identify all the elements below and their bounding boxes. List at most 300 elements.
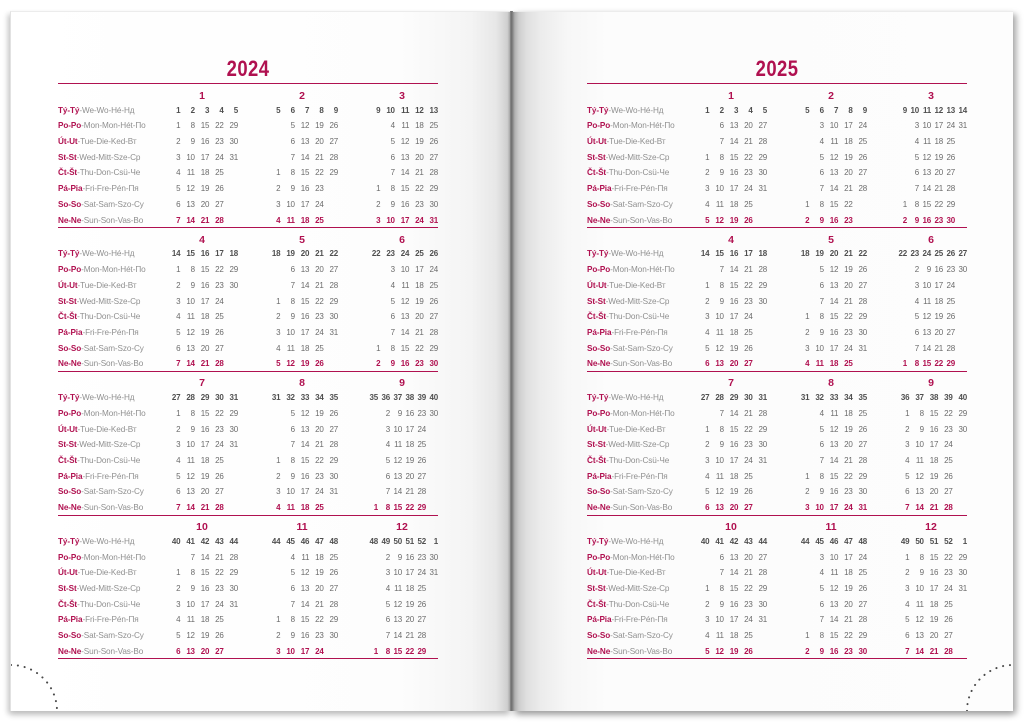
date-cell [895,281,907,290]
date-cell: 8 [819,199,824,209]
date-cell: 3 [819,121,824,131]
date-cell: 27 [858,599,868,609]
sunday-date-cell: 31 [858,503,868,513]
month-number: 3 [399,89,405,102]
date-cell [366,568,378,577]
sunday-date-cell: 7 [176,215,181,225]
date-cell: 18 [405,440,414,450]
date-cell: 5 [914,152,919,162]
date-cell: 4 [705,327,710,337]
date-cell [953,440,967,449]
month-1-week-zone [695,216,767,225]
month-12-week-zone [895,600,967,609]
sunday-date-cell: 5 [705,646,710,656]
day-label-cs-sk: Čt-Št [587,455,607,465]
day-label [58,537,166,546]
date-cell: 10 [286,487,295,497]
date-cell: 15 [200,568,210,578]
date-cell: 28 [758,408,768,418]
sunday-date-cell: 8 [385,646,390,656]
sunday-date-cell: 20 [200,646,210,656]
date-cell: 25 [858,568,868,578]
month-8-week-zone [795,456,867,465]
week-number-cell: 34 [315,393,324,403]
month-number-row [587,377,967,390]
date-cell [426,631,438,640]
month-3-week-zone [366,106,438,115]
day-label-intl: -Wed-Mitt-Sze-Ср [76,584,141,594]
date-cell: 25 [858,408,868,418]
day-label [58,393,166,402]
date-cell: 28 [858,184,868,194]
day-label-intl: -Sat-Sam-Szo-Су [610,343,673,353]
day-row [58,212,438,228]
day-label [587,265,695,274]
date-cell: 25 [858,137,868,147]
date-cell: 3 [705,455,710,465]
date-cell [224,615,238,624]
date-cell: 19 [929,615,939,625]
sunday-date-cell: 30 [858,646,868,656]
date-cell [426,615,438,624]
day-label-cs-sk: So-So [58,487,82,497]
day-label [587,312,695,321]
date-cell: 14 [400,327,410,337]
date-cell: 1 [276,455,281,465]
month-10-week-zone [166,631,238,640]
date-cell: 1 [902,199,907,209]
date-cell: 24 [744,312,753,322]
day-row [587,596,967,612]
week-number-cell: 5 [762,105,768,115]
date-cell: 4 [176,312,181,322]
day-label-cs-sk: Čt-Št [587,312,607,322]
date-cell [426,472,438,481]
week-number-cell: 9 [862,105,868,115]
month-1-week-zone [695,121,767,130]
date-cell: 25 [329,552,339,562]
quarter-block [58,228,438,372]
day-label-intl: -Thu-Don-Csü-Че [606,168,670,178]
month-number-row [58,89,438,102]
date-cell: 26 [215,184,224,194]
date-cell: 16 [405,408,414,418]
date-cell: 29 [229,121,239,131]
month-7-week-zone [166,425,238,434]
month-11-week-zone [266,584,338,593]
date-cell: 11 [715,631,724,641]
date-cell: 20 [934,327,943,337]
date-cell: 22 [315,168,324,178]
date-cell: 18 [934,296,943,306]
date-cell [955,168,967,177]
day-label [587,503,695,512]
day-label-intl: -Sun-Son-Vas-Во [610,359,673,369]
date-cell: 21 [844,615,853,625]
month-7-week-zone [695,425,767,434]
month-10-week-zone [695,553,767,562]
day-label [58,281,166,290]
date-cell [166,553,180,562]
week-number-cell: 31 [271,393,281,403]
week-number-cell: 8 [848,105,853,115]
date-cell: 11 [186,455,195,465]
day-label [587,297,695,306]
day-label-cs-sk: So-So [58,199,82,209]
week-number-cell: 27 [700,393,710,403]
day-label-cs-sk: Pá-Pia [58,184,83,194]
day-label-cs-sk: St-St [58,584,77,594]
day-label [58,456,166,465]
day-label [587,281,695,290]
week-number-cell: 5 [805,105,810,115]
date-cell: 27 [329,424,339,434]
date-cell: 13 [400,152,410,162]
date-cell: 19 [405,599,414,609]
month-1-week-zone [695,200,767,209]
month-number: 5 [299,233,305,246]
date-cell: 21 [744,137,753,147]
month-7-week-zone [695,487,767,496]
date-cell: 11 [915,455,924,465]
day-row [58,549,438,565]
week-number-cell: 13 [429,105,439,115]
date-cell: 26 [215,471,224,481]
day-row [587,500,967,516]
month-number: 10 [196,521,208,534]
month-6-week-zone [366,265,438,274]
date-cell: 7 [390,168,395,178]
day-row [58,484,438,500]
date-cell [695,265,709,274]
month-number: 1 [728,89,734,102]
date-cell: 4 [276,343,281,353]
month-9-week-zone [366,409,438,418]
month-12-week-zone [366,537,438,546]
day-label-cs-sk: Čt-Št [58,168,78,178]
date-cell: 5 [176,631,181,641]
day-label-intl: -Wed-Mitt-Sze-Ср [605,440,670,450]
date-cell: 20 [405,615,414,625]
month-3-week-zone [895,184,967,193]
sunday-date-cell: 14 [186,359,195,369]
date-cell: 5 [819,265,824,275]
date-cell: 23 [417,408,426,418]
date-cell: 25 [744,631,753,641]
date-cell: 17 [200,152,210,162]
date-cell: 16 [400,199,410,209]
date-cell: 4 [705,471,710,481]
date-cell: 26 [946,312,955,322]
quarter-block [58,372,438,516]
date-cell: 4 [176,455,181,465]
date-cell [266,425,280,434]
date-cell: 23 [315,312,324,322]
date-cell: 6 [385,615,390,625]
day-label [587,472,695,481]
date-cell: 28 [417,631,426,641]
day-label-cs-sk: Po-Po [58,265,82,275]
week-number-cell: 17 [215,249,224,259]
week-number-cell: 35 [329,393,339,403]
month-2-week-zone [795,216,867,225]
month-number: 3 [928,89,934,102]
date-cell: 29 [758,152,768,162]
date-cell: 28 [858,455,868,465]
date-cell: 2 [905,424,910,434]
day-label-cs-sk: St-St [587,296,606,306]
date-cell: 25 [417,584,426,594]
date-cell: 20 [315,424,324,434]
date-cell [895,121,907,130]
date-cell: 28 [758,265,768,275]
date-cell: 10 [922,121,931,131]
month-10-week-zone [166,553,238,562]
month-7-week-zone [166,440,238,449]
day-row [587,437,967,453]
date-cell: 16 [829,487,839,497]
date-cell: 20 [415,312,424,322]
sunday-date-cell: 27 [744,359,753,369]
date-cell: 20 [405,471,414,481]
day-label-intl: -Thu-Don-Csü-Че [606,455,670,465]
date-cell: 12 [915,471,924,481]
sunday-date-cell: 31 [429,215,439,225]
sunday-date-cell: 10 [386,215,395,225]
date-cell: 18 [315,552,324,562]
sunday-date-cell: 22 [405,646,414,656]
date-cell: 24 [215,599,224,609]
date-cell: 8 [914,199,919,209]
date-cell [795,168,809,177]
month-9-week-zone [366,487,438,496]
day-label-intl: -Sat-Sam-Szo-Су [610,487,673,497]
date-cell: 18 [415,280,424,290]
sunday-date-cell [753,503,767,512]
month-5-week-zone [266,281,338,290]
month-8-week-zone [266,487,338,496]
date-cell: 25 [429,280,439,290]
day-label-intl: -Mon-Mon-Hét-По [610,408,675,418]
date-cell [366,168,380,177]
day-label-intl: -Wed-Mitt-Sze-Ср [76,296,141,306]
sunday-date-cell: 3 [276,646,281,656]
date-cell: 29 [329,615,339,625]
date-cell: 7 [819,296,824,306]
date-cell [366,121,380,130]
date-cell: 14 [300,599,310,609]
month-number: 11 [825,521,837,534]
date-cell: 6 [819,280,824,290]
day-row [587,468,967,484]
day-label-intl: -Thu-Don-Csü-Че [77,455,141,465]
date-cell: 3 [705,184,710,194]
date-cell: 20 [315,137,324,147]
date-cell: 19 [405,455,414,465]
date-cell: 5 [905,471,910,481]
date-cell: 12 [829,152,839,162]
month-3-week-zone [366,216,438,225]
week-number-cell: 40 [429,393,438,403]
date-cell: 5 [905,615,910,625]
week-number-cell: 23 [910,249,919,259]
quarter-block [587,228,967,372]
day-label-intl: -Thu-Don-Csü-Че [606,312,670,322]
year-title-2025: 2025 [755,56,799,81]
month-8-week-zone [266,456,338,465]
date-cell: 15 [300,296,310,306]
date-cell [795,297,809,306]
date-cell: 6 [819,599,824,609]
date-cell: 1 [705,152,710,162]
date-cell: 10 [815,343,824,353]
day-row [58,134,438,150]
date-cell: 17 [200,599,210,609]
date-cell: 25 [946,137,955,147]
date-cell: 28 [329,440,339,450]
date-cell [795,440,809,449]
week-number-cell: 52 [417,536,426,546]
month-7-week-zone [166,487,238,496]
date-cell [795,553,809,562]
date-cell: 2 [376,199,381,209]
date-cell: 28 [758,568,768,578]
date-cell: 10 [829,552,839,562]
month-1-week-zone [166,153,238,162]
date-cell: 27 [429,312,439,322]
date-cell: 25 [215,312,224,322]
quarter-block [587,84,967,228]
month-5-week-zone [795,265,867,274]
week-number-cell: 37 [915,393,924,403]
date-cell [224,168,238,177]
date-cell: 14 [922,184,931,194]
date-cell: 26 [944,471,953,481]
date-cell [795,137,809,146]
date-cell: 23 [744,296,753,306]
week-number-cell: 1 [433,536,438,546]
date-cell [955,297,967,306]
day-row [587,356,967,372]
week-number-cell: 25 [415,249,424,259]
date-cell: 16 [729,296,739,306]
day-label-intl: -Sun-Son-Vas-Во [81,359,144,369]
day-label [58,615,166,624]
month-2-week-zone [795,106,867,115]
week-number-cell: 33 [829,393,839,403]
date-cell: 30 [858,327,868,337]
date-cell: 22 [934,199,943,209]
month-number: 7 [199,377,205,390]
date-cell: 23 [946,265,955,275]
date-cell: 1 [276,168,281,178]
date-cell [795,265,809,274]
date-cell: 19 [200,471,210,481]
date-cell: 16 [300,631,310,641]
date-cell: 20 [844,280,853,290]
week-number-cell: 48 [369,536,378,546]
month-11-week-zone [266,647,338,656]
month-10-week-zone [166,600,238,609]
sunday-date-cell: 6 [705,503,710,513]
date-cell: 22 [844,199,853,209]
sunday-date-cell: 6 [705,359,710,369]
day-row [587,612,967,628]
day-row [587,212,967,228]
page-2024-content [58,12,438,659]
date-cell: 28 [858,615,868,625]
day-label-cs-sk: Út-Ut [587,280,607,290]
day-label [58,297,166,306]
month-1-week-zone [695,184,767,193]
date-cell: 8 [290,455,295,465]
day-label-intl: -Sun-Son-Vas-Во [81,503,144,513]
day-label-intl: -Sat-Sam-Szo-Су [81,343,144,353]
date-cell: 11 [186,168,195,178]
date-cell [753,487,767,496]
month-10-week-zone [166,615,238,624]
date-cell: 19 [200,631,210,641]
day-label-cs-sk: Út-Ut [58,137,78,147]
day-row [587,406,967,422]
sunday-date-cell [853,216,867,225]
date-cell: 22 [315,615,324,625]
month-number: 4 [199,233,205,246]
sunday-date-cell: 12 [286,359,295,369]
date-cell: 21 [934,184,943,194]
date-cell [795,121,809,130]
month-6-week-zone [366,249,438,258]
month-5-week-zone [795,312,867,321]
date-cell: 2 [805,327,810,337]
date-cell [366,297,380,306]
date-cell: 8 [190,265,195,275]
month-12-week-zone [895,553,967,562]
sunday-date-cell: 4 [276,215,281,225]
date-cell: 15 [200,265,210,275]
week-number-cell: 27 [171,393,181,403]
date-cell: 10 [186,440,195,450]
date-cell: 28 [429,168,439,178]
sunday-date-cell: 1 [373,646,378,656]
date-cell: 16 [929,424,939,434]
month-6-week-zone [366,312,438,321]
date-cell: 29 [758,584,768,594]
day-label-intl: -Wed-Mitt-Sze-Ср [605,296,670,306]
week-number-cell: 44 [229,536,239,546]
date-cell: 13 [186,343,195,353]
date-cell: 1 [176,568,181,578]
sunday-date-cell: 9 [819,646,824,656]
date-cell: 6 [176,199,181,209]
day-label [587,153,695,162]
week-number-cell: 50 [915,536,924,546]
date-cell: 18 [934,137,943,147]
date-cell: 1 [805,631,810,641]
week-number-cell: 4 [219,105,224,115]
date-cell: 15 [729,152,739,162]
sunday-date-cell: 28 [215,503,224,513]
date-cell [955,312,967,321]
date-cell [753,631,767,640]
date-cell: 1 [176,265,181,275]
month-number: 7 [728,377,734,390]
date-cell: 27 [417,615,426,625]
day-label-intl: -Mon-Mon-Hét-По [81,121,146,131]
date-cell: 23 [744,440,753,450]
sunday-date-cell: 1 [373,503,378,513]
day-row [587,278,967,294]
